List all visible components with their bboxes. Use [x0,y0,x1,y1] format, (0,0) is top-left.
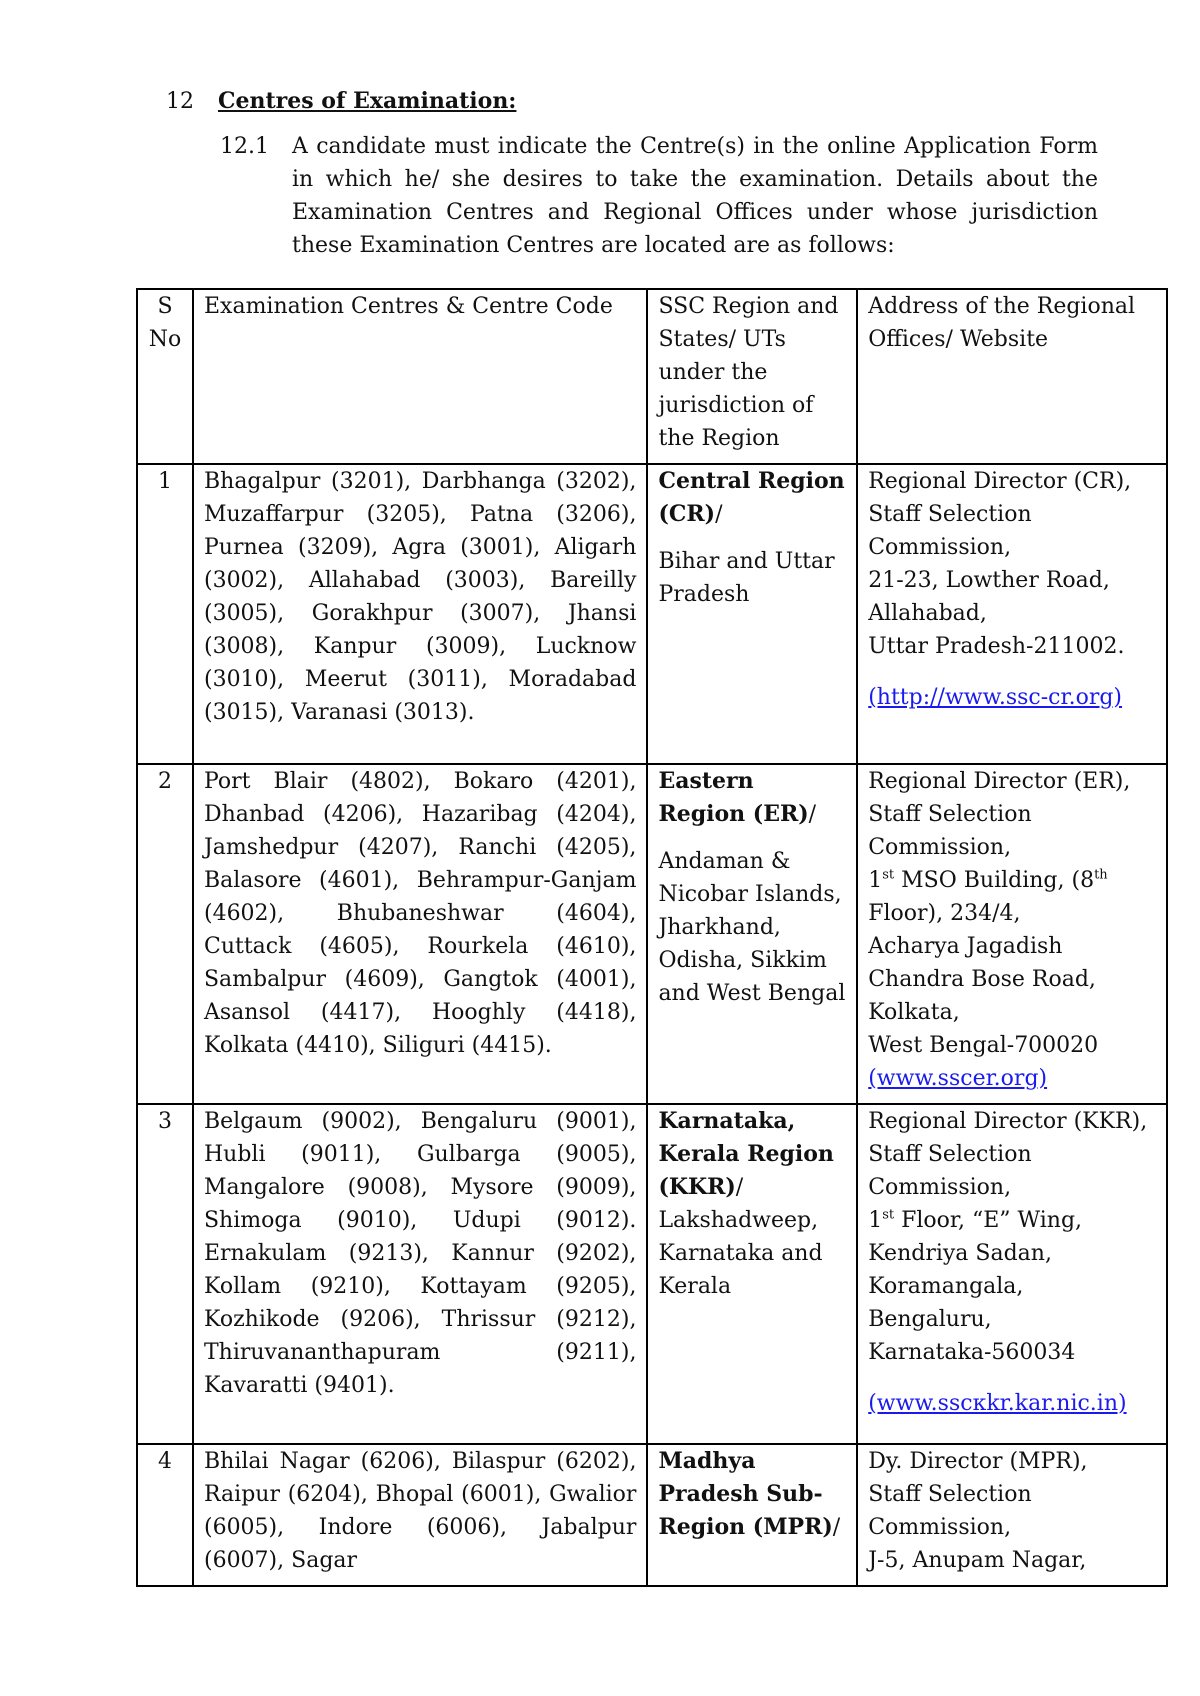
region-states: Bihar and Uttar Pradesh [658,549,835,607]
row-centres: Port Blair (4802), Bokaro (4201), Dhanbad (4206), Hazaribag (4204), Jamshedpur (4207), Ranchi (4205), Balasore (4601), Behrampur-Ganjam (4602), Bhubaneshwar (4604), Cuttack (4605), Rourkela (4610), Sambalpur (4609), Gangtok (4001), Asansol (4417), Hooghly (4418), Kolkata (4410), Siliguri (4415). [193,764,647,1104]
region-name: Madhya Pradesh Sub-Region (MPR) [658,1448,833,1540]
address-line: Kolkata, [868,1000,960,1025]
address-line: Uttar Pradesh-211002. [868,634,1125,659]
row-sno: 3 [137,1104,193,1444]
region-name: Eastern Region (ER) [658,768,809,827]
header-centres: Examination Centres & Centre Code [193,289,647,464]
table-row [137,1444,1167,1586]
header-region: SSC Region and States/ UTs under the jurisdiction of the Region [647,289,857,464]
address-line: Staff Selection Commission, [868,1482,1032,1540]
website-link[interactable]: (http://www.ssc-cr.org) [868,685,1123,710]
address-line: Bengaluru, [868,1307,992,1332]
address-line: Staff Selection Commission, [868,502,1032,560]
address-line: Allahabad, [868,601,987,626]
row-centres: Belgaum (9002), Bengaluru (9001), Hubli (9011), Gulbarga (9005), Mangalore (9008), Mysore (9009), Shimoga (9010), Udupi (9012). Ernakulam (9213), Kannur (9202), Kollam (9210), Kottayam (9205), Kozhikode (9206), Thrissur (9212), Thiruvananthapuram (9211), Kavaratti (9401). [193,1104,647,1444]
address-line: West Bengal-700020 [868,1033,1099,1058]
region-separator: / [715,502,723,527]
region-states: Lakshadweep, Karnataka and Kerala [658,1208,823,1299]
row-address [857,1104,1167,1444]
row-region [647,1444,857,1586]
header-address: Address of the Regional Offices/ Website [857,289,1167,464]
region-name: Karnataka, Kerala Region (KKR) [658,1108,834,1200]
row-region [647,764,857,1104]
address-line: Acharya Jagadish Chandra Bose Road, [868,934,1096,992]
row-address [857,1444,1167,1586]
paragraph-text: A candidate must indicate the Centre(s) in the online Application Form in which he/ she desires to take the examination. Details about the Examination Centres and Regional Offices under whose jurisdiction these Examination Centres are located are as follows: [292,134,1098,258]
address-line: J-5, Anupam Nagar, [868,1548,1087,1573]
row-centres: Bhilai Nagar (6206), Bilaspur (6202), Raipur (6204), Bhopal (6001), Gwalior (6005), Indore (6006), Jabalpur (6007), Sagar [193,1444,647,1586]
region-states: Andaman & Nicobar Islands, Jharkhand, Odisha, Sikkim and West Bengal [658,849,846,1006]
examination-centres-table [136,288,1168,1587]
row-sno: 2 [137,764,193,1104]
header-sno: S No [137,289,193,464]
row-region [647,1104,857,1444]
address-line: 21-23, Lowther Road, [868,568,1110,593]
address-line: Staff Selection Commission, [868,802,1032,860]
address-line: Staff Selection Commission, [868,1142,1032,1200]
table-row [137,764,1167,1104]
section-heading [166,86,516,117]
region-separator: / [735,1175,744,1200]
row-sno: 1 [137,464,193,764]
address-line: 1st Floor, “E” Wing, [868,1207,1083,1233]
address-line: Koramangala, [868,1274,1024,1299]
row-region [647,464,857,764]
section-title: Centres of Examination: [218,88,517,114]
address-line: 1st MSO Building, (8th Floor), 234/4, [868,867,1108,926]
address-line: Regional Director (ER), [868,769,1131,794]
section-number: 12 [166,89,194,114]
region-separator: / [832,1515,841,1540]
address-line: Dy. Director (MPR), [868,1449,1088,1474]
address-line: Karnataka-560034 [868,1340,1076,1365]
row-address [857,764,1167,1104]
address-line: Regional Director (CR), [868,469,1132,494]
row-sno: 4 [137,1444,193,1586]
website-link[interactable]: (www.sscкkr.kar.nic.in) [868,1391,1127,1416]
table-row [137,464,1167,764]
table-header-row [137,289,1167,464]
row-address [857,464,1167,764]
address-line: Kendriya Sadan, [868,1241,1052,1266]
region-name: Central Region (CR) [658,468,845,527]
address-line: Regional Director (KKR), [868,1109,1148,1134]
table-row [137,1104,1167,1444]
paragraph-number: 12.1 [220,134,269,159]
website-link[interactable]: (www.sscer.org) [868,1066,1048,1091]
region-separator: / [808,802,817,827]
row-centres: Bhagalpur (3201), Darbhanga (3202), Muzaffarpur (3205), Patna (3206), Purnea (3209), Agra (3001), Aligarh (3002), Allahabad (3003), Bareilly (3005), Gorakhpur (3007), Jhansi (3008), Kanpur (3009), Lucknow (3010), Meerut (3011), Moradabad (3015), Varanasi (3013). [193,464,647,764]
